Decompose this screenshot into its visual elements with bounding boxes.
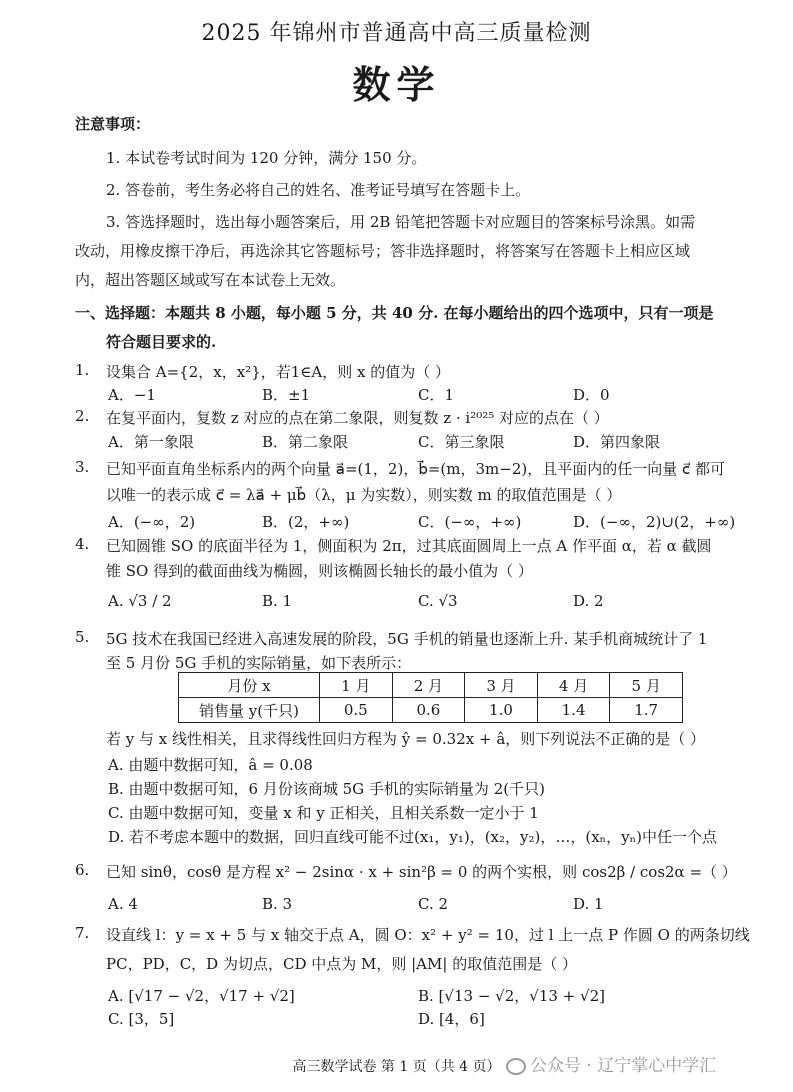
question-number: 5. bbox=[75, 628, 90, 646]
section-heading: 一、选择题：本题共 8 小题，每小题 5 分，共 40 分. 在每小题给出的四个选项中，只有一项是 bbox=[75, 304, 714, 322]
table-cell: 0.6 bbox=[392, 698, 465, 723]
option-a: A. 由题中数据可知，â = 0.08 bbox=[108, 756, 313, 774]
option-d: D. 若不考虑本题中的数据，回归直线可能不过(x₁，y₁)，(x₂，y₂)，…，(xₙ，yₙ)中任一个点 bbox=[108, 828, 717, 846]
table-cell: 1.4 bbox=[537, 698, 610, 723]
option-b: B. [√13 − √2，√13 + √2] bbox=[418, 987, 605, 1005]
sales-table bbox=[178, 672, 683, 723]
option-d: D．(−∞，2)∪(2，+∞) bbox=[573, 513, 736, 531]
watermark-text: 公众号 · 辽宁掌心中学汇 bbox=[530, 1056, 717, 1076]
option-a: A．第一象限 bbox=[108, 433, 194, 451]
question-number: 4. bbox=[75, 535, 90, 553]
question-number: 7. bbox=[75, 924, 90, 942]
question-stem: 已知平面直角坐标系内的两个向量 a⃗=(1，2)，b⃗=(m，3m−2)，且平面内的任一向量 c⃗ 都可 bbox=[106, 460, 726, 478]
exam-title: 2025 年锦州市普通高中高三质量检测 bbox=[201, 21, 592, 46]
table-cell: 5 月 bbox=[610, 673, 683, 698]
notice-item: 改动，用橡皮擦干净后，再选涂其它答题标号；答非选择题时，将答案写在答题卡上相应区域 bbox=[75, 242, 691, 260]
question-stem-cont: 若 y 与 x 线性相关，且求得线性回归方程为 ŷ = 0.32x + â，则下列说法不正确的是（ ） bbox=[106, 730, 706, 748]
option-d: D. 2 bbox=[573, 592, 604, 610]
question-number: 3. bbox=[75, 458, 90, 476]
question-stem: 设集合 A={2，x，x²}，若1∈A，则 x 的值为（ ） bbox=[106, 363, 450, 381]
table-row bbox=[179, 673, 683, 698]
question-number: 6. bbox=[75, 861, 90, 879]
option-c: C. [3，5] bbox=[108, 1010, 175, 1028]
table-header-cell: 销售量 y(千只) bbox=[179, 698, 320, 723]
question-stem: 设直线 l：y = x + 5 与 x 轴交于点 A，圆 O：x² + y² = 10，过 l 上一点 P 作圆 O 的两条切线 bbox=[106, 926, 750, 944]
question-number: 1. bbox=[75, 361, 90, 379]
option-c: C．1 bbox=[418, 386, 455, 404]
question-stem: 已知 sinθ，cosθ 是方程 x² − 2sinα · x + sin²β = 0 的两个实根，则 cos2β / cos2α =（ ） bbox=[106, 863, 737, 881]
watermark bbox=[506, 1051, 716, 1076]
option-d: D. [4，6] bbox=[418, 1010, 485, 1028]
table-cell: 2 月 bbox=[392, 673, 465, 698]
table-cell: 1.7 bbox=[610, 698, 683, 723]
option-a: A．−1 bbox=[108, 386, 156, 404]
table-cell: 1 月 bbox=[320, 673, 393, 698]
notice-heading: 注意事项： bbox=[75, 115, 151, 133]
question-stem-cont: 至 5 月份 5G 手机的实际销量，如下表所示： bbox=[106, 654, 412, 672]
option-c: C. 2 bbox=[418, 895, 449, 913]
option-c: C. 由题中数据可知，变量 x 和 y 正相关，且相关系数一定小于 1 bbox=[108, 804, 539, 822]
question-stem: 已知圆锥 SO 的底面半径为 1，侧面积为 2π，过其底面圆周上一点 A 作平面 α，若 α 截圆 bbox=[106, 537, 712, 555]
page-footer: 高三数学试卷 第 1 页（共 4 页） bbox=[292, 1059, 501, 1075]
notice-item: 2. 答卷前，考生务必将自己的姓名、准考证号填写在答题卡上。 bbox=[106, 181, 531, 199]
option-b: B．第二象限 bbox=[262, 433, 349, 451]
table-row bbox=[179, 698, 683, 723]
notice-item: 1. 本试卷考试时间为 120 分钟，满分 150 分。 bbox=[106, 149, 427, 167]
option-d: D．第四象限 bbox=[573, 433, 661, 451]
option-c: C．(−∞，+∞) bbox=[418, 513, 522, 531]
section-heading-cont: 符合题目要求的. bbox=[106, 333, 217, 351]
option-b: B．±1 bbox=[262, 386, 311, 404]
option-a: A．(−∞，2) bbox=[108, 513, 196, 531]
table-cell: 0.5 bbox=[320, 698, 393, 723]
option-c: C．第三象限 bbox=[418, 433, 505, 451]
table-cell: 4 月 bbox=[537, 673, 610, 698]
question-stem-cont: 以唯一的表示成 c⃗ = λa⃗ + μb⃗（λ，μ 为实数），则实数 m 的取值范围是（ ） bbox=[106, 486, 622, 504]
wechat-icon bbox=[506, 1058, 526, 1075]
option-a: A. [√17 − √2，√17 + √2] bbox=[108, 987, 295, 1005]
subject-title: 数学 bbox=[352, 62, 441, 107]
option-b: B. 3 bbox=[262, 895, 293, 913]
option-a: A. √3 / 2 bbox=[108, 592, 172, 610]
option-a: A. 4 bbox=[108, 895, 138, 913]
question-stem-cont: PC，PD，C，D 为切点，CD 中点为 M，则 |AM| 的取值范围是（ ） bbox=[106, 955, 577, 973]
option-b: B．(2，+∞) bbox=[262, 513, 350, 531]
notice-item: 3. 答选择题时，选出每小题答案后，用 2B 铅笔把答题卡对应题目的答案标号涂黑。如需 bbox=[106, 213, 696, 231]
table-cell: 3 月 bbox=[465, 673, 538, 698]
notice-item: 内，超出答题区域或写在本试卷上无效。 bbox=[75, 271, 346, 289]
option-b: B. 由题中数据可知，6 月份该商城 5G 手机的实际销量为 2(千只) bbox=[108, 780, 545, 798]
question-number: 2. bbox=[75, 407, 90, 425]
option-d: D. 1 bbox=[573, 895, 604, 913]
option-c: C. √3 bbox=[418, 592, 458, 610]
question-stem: 在复平面内，复数 z 对应的点在第二象限，则复数 z · i²⁰²⁵ 对应的点在（ ） bbox=[106, 409, 609, 427]
table-header-cell: 月份 x bbox=[179, 673, 320, 698]
option-b: B. 1 bbox=[262, 592, 293, 610]
question-stem: 5G 技术在我国已经进入高速发展的阶段，5G 手机的销量也逐渐上升. 某手机商城统计了 1 bbox=[106, 630, 708, 648]
option-d: D．0 bbox=[573, 386, 610, 404]
question-stem-cont: 锥 SO 得到的截面曲线为椭圆，则该椭圆长轴长的最小值为（ ） bbox=[106, 562, 533, 580]
table-cell: 1.0 bbox=[465, 698, 538, 723]
